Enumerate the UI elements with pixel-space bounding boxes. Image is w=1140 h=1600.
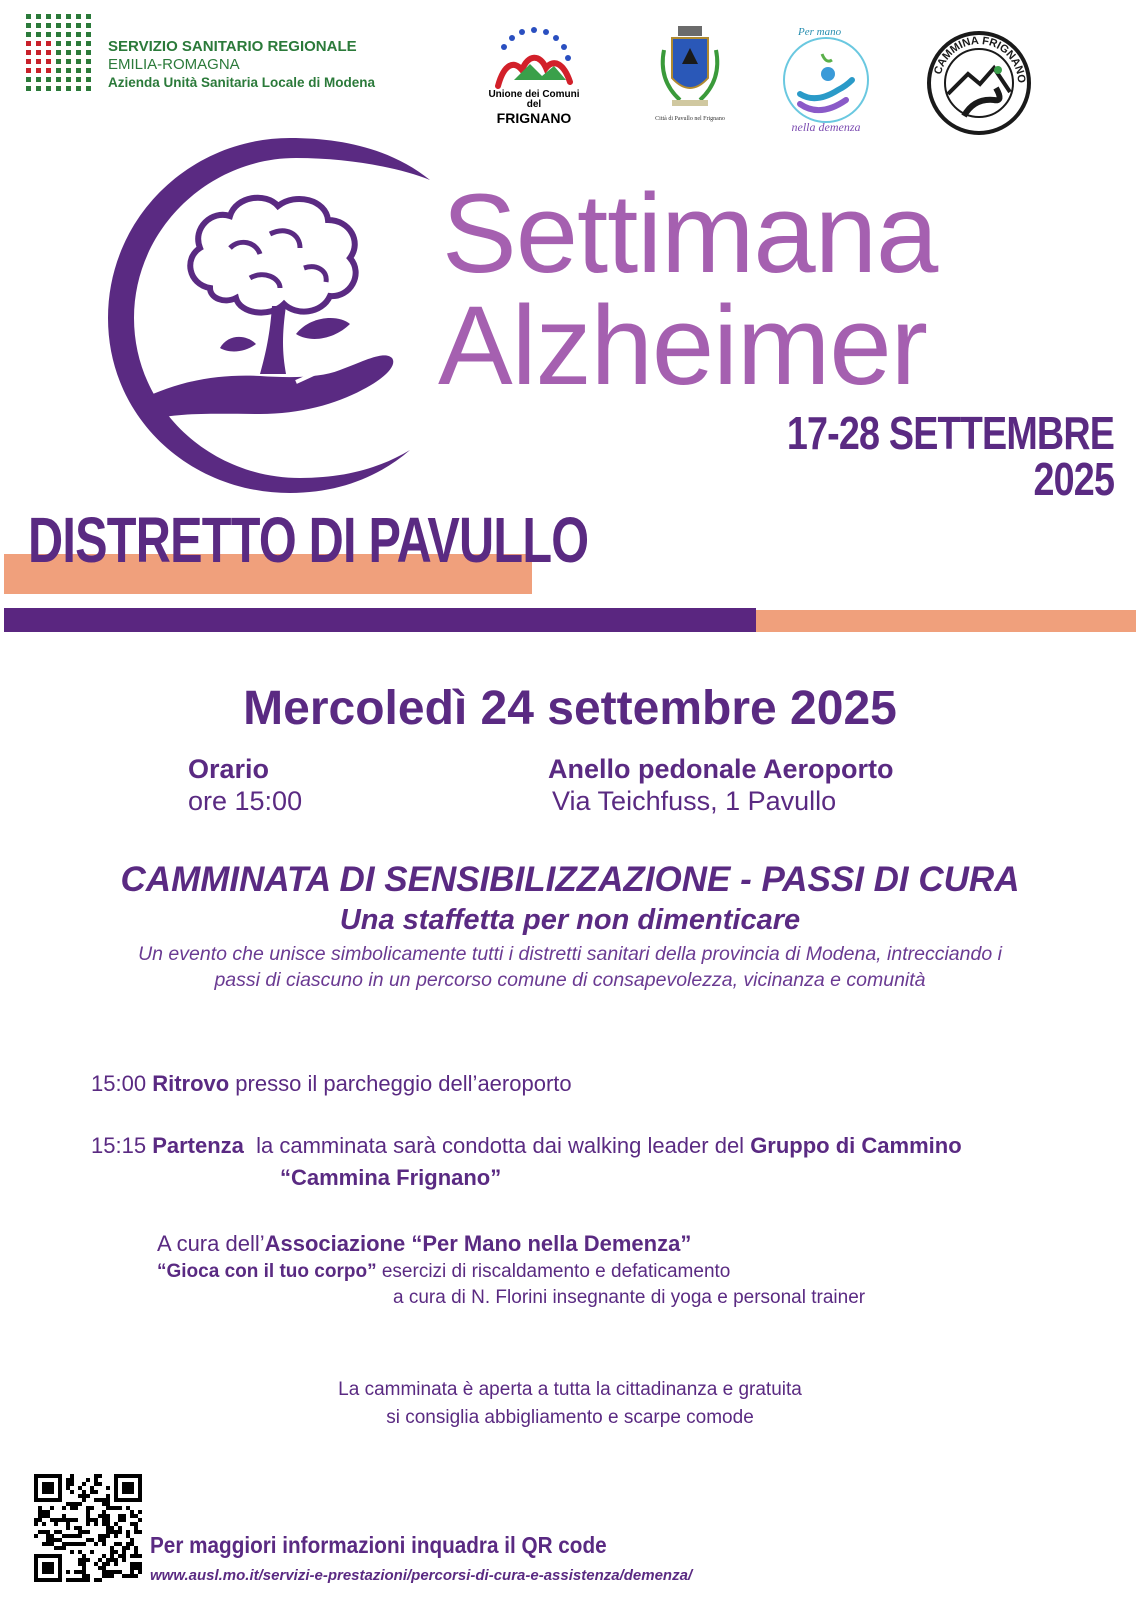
per-mano-logo (776, 24, 876, 134)
ssr-logo-text (108, 38, 375, 92)
p3-bold: Associazione “Per Mano nella Demenza” (264, 1231, 692, 1256)
program-item-ritrovo (91, 1068, 572, 1100)
ssr-logo-icon (26, 14, 94, 94)
cammina-logo-text: CAMMINA FRIGNANO (932, 34, 1028, 84)
crest-icon (650, 20, 730, 116)
p3-pre: A cura dell’ (157, 1231, 265, 1256)
orario-value: ore 15:00 (188, 786, 303, 816)
place-address: Via Teichfuss, 1 Pavullo (552, 786, 837, 816)
p2-bold: Partenza (152, 1133, 244, 1158)
pavullo-crest-logo (650, 20, 730, 125)
cammina-frignano-logo (924, 28, 1034, 138)
info-url[interactable]: www.ausl.mo.it/servizi-e-prestazioni/percorsi-di-cura-e-assistenza/demenza/ (150, 1567, 693, 1584)
p1-rest: presso il parcheggio dell’aeroporto (229, 1071, 572, 1096)
walk-desc-line2: passi di ciascuno in un percorso comune di consapevolezza, vicinanza e comunità (214, 969, 926, 991)
p4-rest: esercizi di riscaldamento e defaticamento (376, 1261, 731, 1282)
notes-line2: si consiglia abbigliamento e scarpe comode (386, 1407, 754, 1428)
p1-time: 15:00 (91, 1071, 147, 1096)
p2-line2: “Cammina Frignano” (280, 1165, 502, 1190)
program-item-associazione (157, 1228, 691, 1260)
walk-description (60, 941, 1080, 993)
title-line1: Settimana (442, 171, 938, 296)
walk-subtitle: Una staffetta per non dimenticare (339, 904, 801, 936)
notes (0, 1376, 1140, 1432)
per-mano-circle-icon (776, 34, 876, 134)
p2-rest: la camminata sarà condotta dai walking leader del (243, 1133, 751, 1158)
program-item-gioca (157, 1259, 730, 1285)
brain-tree-hand-illustration (100, 138, 440, 493)
title-line2: Alzheimer (438, 283, 927, 408)
unione-frignano-logo (484, 24, 584, 124)
p2-time: 15:15 (91, 1133, 147, 1158)
walk-title: CAMMINATA DI SENSIBILIZZAZIONE - PASSI DI CURA (120, 860, 1020, 899)
dates-line1: 17-28 SETTEMBRE (786, 407, 1114, 459)
event-period (786, 407, 1114, 505)
orario-label: Orario (188, 754, 270, 784)
place-label: Anello pedonale Aeroporto (548, 754, 894, 784)
qr-code[interactable] (34, 1474, 142, 1582)
ssr-line3: Azienda Unità Sanitaria Locale di Modena (108, 75, 376, 90)
p1-bold: Ritrovo (152, 1071, 230, 1096)
program-item-partenza (91, 1130, 962, 1162)
unione-mountain-icon (484, 24, 584, 94)
info-text: Per maggiori informazioni inquadra il QR code (150, 1532, 607, 1558)
divider-purple (4, 608, 756, 632)
event-date: Mercoledì 24 settembre 2025 (243, 682, 897, 735)
p2-bold2: Gruppo di Cammino (750, 1133, 962, 1158)
unione-small-text: Unione dei Comuni del (488, 89, 580, 110)
dates-line2: 2025 (1033, 453, 1114, 505)
program-item-trainer: a cura di N. Florini insegnante di yoga e personal trainer (393, 1287, 866, 1308)
notes-line1: La camminata è aperta a tutta la cittadinanza e gratuita (338, 1379, 802, 1400)
crest-caption: Città di Pavullo nel Frignano (655, 116, 725, 122)
divider-peach (756, 610, 1136, 632)
district-title: DISTRETTO DI PAVULLO (28, 504, 589, 576)
per-mano-top-text: Per mano (798, 26, 842, 38)
p4-bold: “Gioca con il tuo corpo” (157, 1261, 377, 1282)
walk-desc-line1: Un evento che unisce simbolicamente tutti i distretti sanitari della provincia di Modena, intrecciando i (138, 943, 1002, 965)
ssr-line1: SERVIZIO SANITARIO REGIONALE (108, 38, 357, 55)
ssr-line2: EMILIA-ROMAGNA (108, 56, 240, 73)
unione-big-text: FRIGNANO (496, 110, 572, 126)
per-mano-bottom-text: nella demenza (791, 120, 861, 134)
